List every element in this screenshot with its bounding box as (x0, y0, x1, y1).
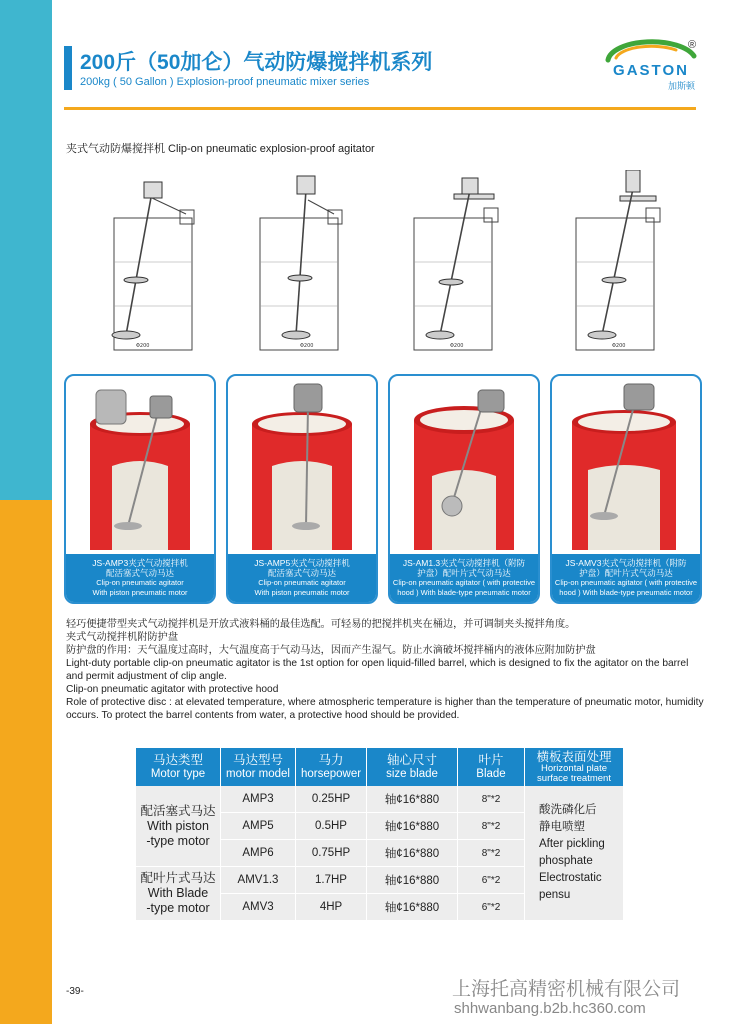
barrel-illustration (390, 376, 538, 554)
caption-cn-2: 配活塞式气动马达 (105, 568, 174, 578)
header-motor-type: 马达类型 Motor type (136, 748, 221, 786)
diagram-label: Φ200 (136, 343, 150, 349)
cell-hp: 0.25HP (296, 786, 367, 813)
caption-cn-1: JS-AMP5夹式气动搅拌机 (254, 558, 350, 568)
registered-mark: ® (688, 39, 697, 51)
product-caption (552, 554, 700, 602)
cell-model: AMP3 (221, 786, 296, 813)
caption-cn-1: JS-AM1.3夹式气动搅拌机（附防 (402, 558, 526, 568)
cell-hp: 4HP (296, 894, 367, 921)
table-row (136, 786, 624, 813)
caption-en-2: With piston pneumatic motor (254, 588, 350, 597)
caption-en-2: hood ) With blade-type pneumatic motor (397, 588, 531, 597)
left-decor-stripe-cyan (0, 0, 52, 500)
product-card-amp3 (64, 374, 216, 604)
cell-model: AMV3 (221, 894, 296, 921)
caption-en-2: hood ) With blade-type pneumatic motor (559, 588, 693, 597)
header-motor-model: 马达型号 motor model (221, 748, 296, 786)
product-card-amv3 (550, 374, 702, 604)
diagram-label: Φ200 (450, 343, 464, 349)
barrel-illustration (552, 376, 700, 554)
description-line: Clip-on pneumatic agitator with protective hood (66, 684, 279, 695)
agitator-diagrams (96, 170, 696, 360)
product-caption (228, 554, 376, 602)
description-line: 轻巧便捷带型夹式气动搅拌机是开放式液料桶的最佳选配。可轻易的把搅拌机夹在桶边，并可调制夹头搅拌角度。 (66, 619, 576, 630)
caption-en-1: Clip-on pneumatic agitator (96, 578, 184, 587)
left-decor-stripe-orange (0, 500, 52, 1024)
caption-en-1: Clip-on pneumatic agitator (258, 578, 346, 587)
cell-hp: 0.75HP (296, 840, 367, 867)
cell-blade: 6"*2 (458, 867, 525, 894)
cell-model: AMV1.3 (221, 867, 296, 894)
description-line: 防护盘的作用：天气温度过高时，大气温度高于气动马达，因而产生湿气。防止水滴破坏搅拌桶内的液体应附加防护盘 (66, 645, 596, 656)
table-header-row (136, 748, 624, 786)
motor-group-piston: 配活塞式马达 With piston -type motor (136, 786, 221, 867)
cell-shaft: 轴¢16*880 (367, 894, 458, 921)
product-description (66, 618, 706, 722)
cell-hp: 1.7HP (296, 867, 367, 894)
cell-shaft: 轴¢16*880 (367, 813, 458, 840)
caption-cn-2: 配活塞式气动马达 (267, 568, 336, 578)
cell-blade: 8"*2 (458, 813, 525, 840)
title-divider (64, 107, 696, 110)
page-subtitle: 200kg ( 50 Gallon ) Explosion-proof pneumatic mixer series (80, 76, 370, 88)
description-line: 夹式气动搅拌机附防护盘 (66, 632, 179, 643)
cell-surface-treatment: 酸洗磷化后 静电喷塑 After pickling phosphate Electrostatic pensu (525, 786, 624, 921)
website-url[interactable]: shhwanbang.b2b.hc360.com (454, 1000, 646, 1017)
product-card-am13 (388, 374, 540, 604)
product-caption (390, 554, 538, 602)
header-size-blade: 轴心尺寸 size blade (367, 748, 458, 786)
product-caption (66, 554, 214, 602)
caption-en-1: Clip-on pneumatic agitator ( with protective (392, 578, 536, 587)
cell-model: AMP6 (221, 840, 296, 867)
cell-shaft: 轴¢16*880 (367, 867, 458, 894)
diagram-label: Φ200 (300, 343, 314, 349)
caption-cn-1: JS-AMV3夹式气动搅拌机（附防 (565, 558, 687, 568)
caption-cn-2: 护盘）配叶片式气动马达 (579, 568, 673, 578)
page-title: 200斤（50加仑）气动防爆搅拌机系列 (80, 51, 433, 74)
cell-shaft: 轴¢16*880 (367, 786, 458, 813)
cell-model: AMP5 (221, 813, 296, 840)
diagram-label: Φ200 (612, 343, 626, 349)
page-number: -39- (66, 986, 84, 997)
caption-cn-1: JS-AMP3夹式气动搅拌机 (92, 558, 188, 568)
diagram-1 (96, 170, 216, 355)
gaston-logo (596, 36, 706, 94)
description-line: Light-duty portable clip-on pneumatic agitator is the 1st option for open liquid-filled barrel, which is designed to fix the agitator on the barrel and permit adjustment of clip angle. (66, 658, 689, 682)
diagram-4 (568, 170, 688, 355)
company-name: 上海托高精密机械有限公司 (452, 979, 681, 1000)
barrel-illustration (66, 376, 214, 554)
cell-blade: 6"*2 (458, 894, 525, 921)
cell-hp: 0.5HP (296, 813, 367, 840)
caption-en-1: Clip-on pneumatic agitator ( with protective (554, 578, 698, 587)
cell-shaft: 轴¢16*880 (367, 840, 458, 867)
motor-group-blade: 配叶片式马达 With Blade -type motor (136, 867, 221, 921)
title-accent-bar (64, 46, 72, 90)
logo-text: GASTON (613, 62, 689, 79)
diagram-3 (406, 170, 526, 355)
cell-blade: 8"*2 (458, 840, 525, 867)
header-surface: 横板表面处理 Horizontal plate surface treatment (525, 748, 624, 786)
logo-cn-text: 加斯顿 (668, 82, 696, 92)
product-card-amp5 (226, 374, 378, 604)
description-line: Role of protective disc : at elevated temperature, where atmospheric temperature is higher than the temperature of pneumatic motor, humidity occurs. To protect the barrel contents from water, a protective hood should be provided. (66, 697, 704, 721)
spec-table (136, 748, 624, 921)
section-title: 夹式气动防爆搅拌机 Clip-on pneumatic explosion-proof agitator (66, 143, 375, 155)
caption-cn-2: 护盘）配叶片式气动马达 (417, 568, 511, 578)
header-blade: 叶片 Blade (458, 748, 525, 786)
header-horsepower: 马力 horsepower (296, 748, 367, 786)
barrel-illustration (228, 376, 376, 554)
diagram-2 (246, 170, 366, 355)
cell-blade: 8"*2 (458, 786, 525, 813)
caption-en-2: With piston pneumatic motor (92, 588, 188, 597)
